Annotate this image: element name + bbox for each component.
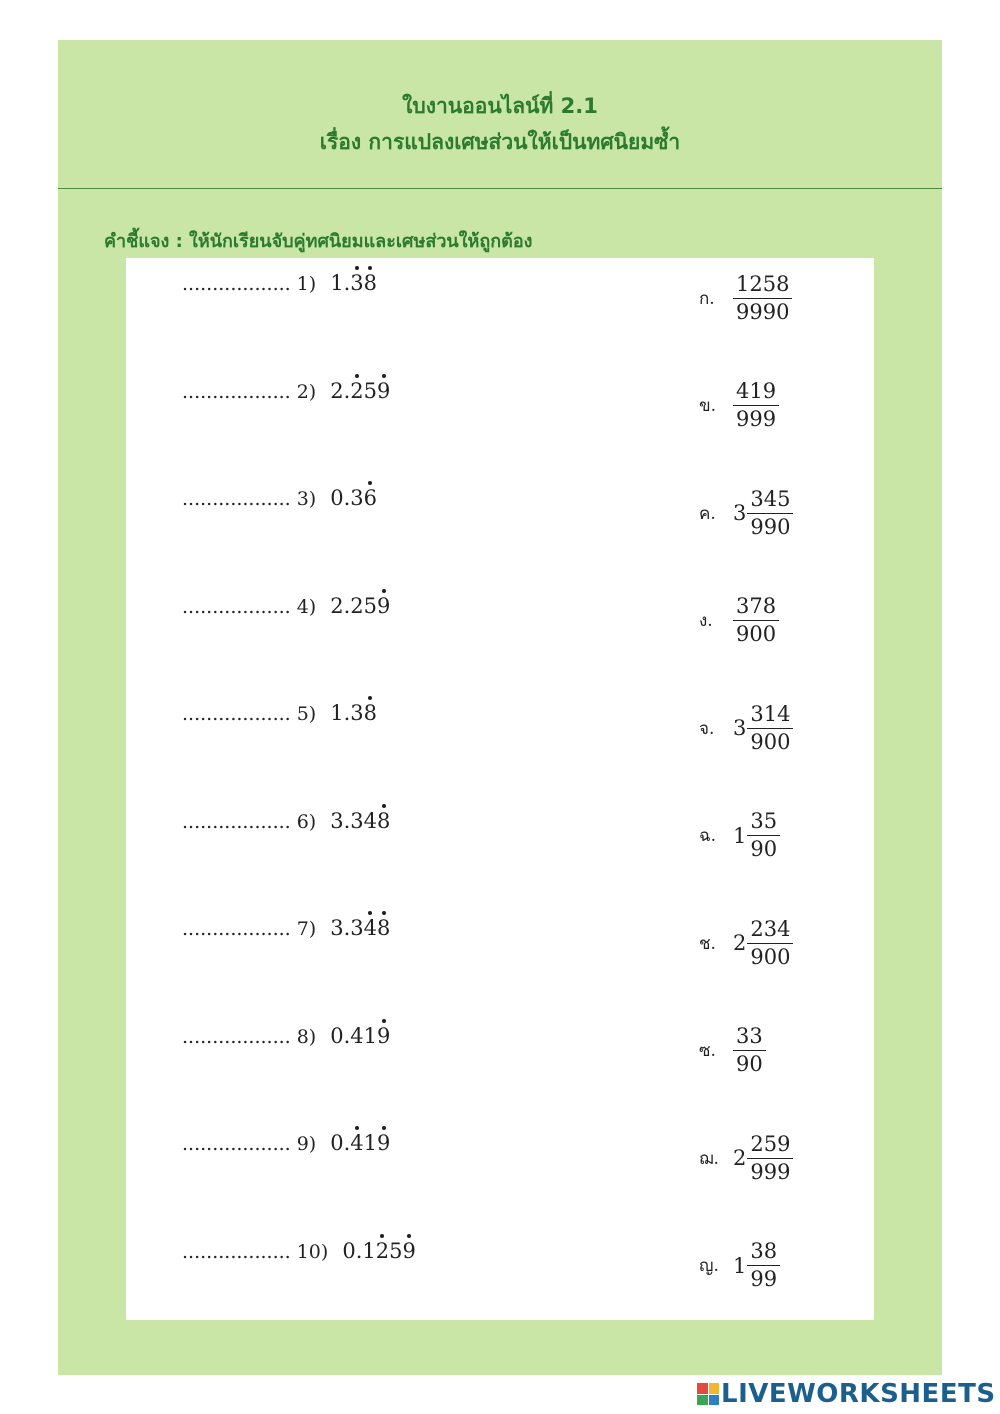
fraction — [747, 808, 780, 863]
question-number: 5) — [296, 703, 317, 725]
fraction-denominator: 900 — [750, 729, 791, 754]
decimal-digit: 2 — [350, 593, 364, 618]
decimal-digit: . — [355, 1238, 363, 1263]
repeating-digit: 8 — [377, 916, 391, 940]
fraction-denominator: 990 — [750, 514, 791, 539]
decimal-digit: 0 — [330, 1023, 344, 1048]
fraction-denominator: 9990 — [736, 299, 790, 324]
question-item — [182, 486, 377, 510]
repeating-digit: 2 — [375, 1238, 390, 1263]
matching-row — [126, 473, 874, 553]
decimal-digit: 0 — [330, 486, 344, 510]
repeating-decimal — [330, 594, 390, 618]
decimal-digit: 0 — [330, 1131, 344, 1155]
answer-option — [699, 796, 780, 876]
whole-number: 3 — [733, 501, 747, 525]
fraction-denominator: 999 — [736, 407, 777, 431]
fraction-numerator: 38 — [747, 1238, 780, 1266]
fraction-numerator: 1258 — [733, 271, 792, 299]
fraction — [747, 916, 793, 971]
repeating-digit: 9 — [377, 1131, 391, 1155]
answer-label: ง. — [699, 611, 713, 631]
decimal-digit: 1 — [362, 1238, 376, 1263]
answer-option — [699, 1118, 793, 1198]
question-number: 8) — [296, 1025, 317, 1048]
decimal-digit: 5 — [389, 1238, 403, 1263]
question-number: 10) — [296, 1240, 329, 1263]
fraction-numerator: 378 — [733, 593, 779, 621]
logo-square — [697, 1383, 708, 1394]
decimal-digit: 3 — [350, 808, 364, 833]
question-number: 9) — [296, 1133, 317, 1155]
answer-option — [699, 903, 793, 983]
decimal-digit: 3 — [350, 701, 364, 725]
decimal-digit: 2 — [330, 593, 344, 618]
answer-option — [699, 1011, 766, 1091]
answer-blank[interactable]: .................. — [182, 1133, 291, 1155]
fraction — [733, 1023, 766, 1078]
repeating-decimal — [330, 1024, 390, 1048]
answer-label: ก. — [699, 288, 715, 309]
fraction — [747, 1131, 793, 1186]
fraction-denominator: 99 — [750, 1267, 778, 1291]
question-number: 1) — [296, 273, 317, 295]
answer-blank[interactable]: .................. — [182, 703, 291, 725]
repeating-decimal — [330, 271, 377, 295]
fraction-numerator: 33 — [733, 1023, 766, 1051]
decimal-digit: . — [343, 1023, 351, 1048]
fraction-numerator: 259 — [747, 1131, 793, 1159]
answer-label: ฌ. — [699, 1148, 719, 1169]
repeating-digit: 8 — [363, 271, 378, 295]
answer-option — [699, 688, 793, 768]
fraction-numerator: 314 — [747, 701, 793, 729]
decimal-digit: 0 — [342, 1238, 356, 1263]
answer-option — [699, 473, 793, 553]
decimal-digit: . — [343, 271, 351, 295]
worksheet-background — [58, 40, 942, 1375]
answer-option — [699, 366, 779, 446]
matching-row — [126, 581, 874, 661]
matching-row — [126, 688, 874, 768]
fraction — [747, 701, 793, 756]
answer-blank[interactable]: .................. — [182, 488, 291, 510]
repeating-digit: 8 — [377, 808, 391, 833]
fraction-numerator: 234 — [747, 916, 793, 944]
answer-blank[interactable]: .................. — [182, 380, 291, 403]
brand-text: LIVEWORKSHEETS — [721, 1379, 996, 1409]
fraction — [747, 486, 793, 541]
question-item — [182, 809, 390, 833]
answer-blank[interactable]: .................. — [182, 595, 291, 618]
liveworksheets-brand — [697, 1377, 996, 1411]
fraction — [733, 593, 779, 648]
answer-option — [699, 581, 779, 661]
repeating-decimal — [330, 1131, 390, 1155]
answer-blank[interactable]: .................. — [182, 1240, 291, 1263]
matching-row — [126, 366, 874, 446]
whole-number: 1 — [733, 1253, 747, 1278]
decimal-digit: 1 — [330, 271, 344, 295]
decimal-digit: . — [343, 916, 351, 940]
answer-blank[interactable]: .................. — [182, 273, 291, 295]
worksheet-header — [58, 40, 942, 189]
repeating-digit: 9 — [402, 1238, 416, 1263]
question-item — [182, 701, 377, 725]
decimal-digit: . — [343, 701, 351, 725]
answer-blank[interactable]: .................. — [182, 1025, 291, 1048]
matching-row — [126, 258, 874, 338]
answer-blank[interactable]: .................. — [182, 918, 291, 940]
decimal-digit: 3 — [350, 486, 364, 510]
repeating-digit: 4 — [363, 916, 378, 940]
decimal-digit: 3 — [350, 916, 364, 940]
whole-number: 2 — [733, 1146, 747, 1170]
question-number: 4) — [296, 595, 317, 618]
question-item — [182, 1024, 390, 1048]
decimal-digit: 4 — [363, 808, 378, 833]
question-item — [182, 1239, 416, 1263]
decimal-digit: 3 — [330, 916, 344, 940]
liveworksheets-logo-icon — [697, 1383, 719, 1405]
decimal-digit: 2 — [330, 378, 344, 403]
matching-row — [126, 796, 874, 876]
question-number: 7) — [296, 918, 317, 940]
matching-row — [126, 1226, 874, 1306]
fraction-denominator: 900 — [750, 944, 791, 969]
decimal-digit: 3 — [330, 808, 344, 833]
answer-option — [699, 258, 792, 338]
fraction-numerator: 35 — [747, 808, 780, 836]
fraction-denominator: 999 — [750, 1159, 791, 1184]
question-item — [182, 916, 390, 940]
repeating-decimal — [342, 1239, 416, 1263]
logo-square — [709, 1395, 720, 1406]
repeating-digit: 9 — [377, 593, 391, 618]
answer-label: ข. — [699, 396, 717, 416]
question-number: 6) — [296, 810, 317, 833]
repeating-digit: 4 — [350, 1131, 364, 1155]
instruction-text: คำชี้แจง : ให้นักเรียนจับคู่ทศนิยมและเศษส่วนให้ถูกต้อง — [104, 231, 533, 252]
decimal-digit: 4 — [350, 1023, 364, 1048]
decimal-digit: . — [343, 378, 351, 403]
fraction-numerator: 345 — [747, 486, 793, 514]
logo-square — [697, 1395, 708, 1406]
matching-row — [126, 1118, 874, 1198]
question-item — [182, 379, 390, 403]
matching-row — [126, 1011, 874, 1091]
fraction — [747, 1238, 780, 1293]
repeating-digit: 2 — [350, 378, 364, 403]
fraction-numerator: 419 — [733, 378, 779, 406]
decimal-digit: . — [343, 808, 351, 833]
decimal-digit: 1 — [330, 701, 344, 725]
logo-square — [709, 1383, 720, 1394]
fraction — [733, 271, 792, 326]
question-number: 2) — [296, 380, 317, 403]
decimal-digit: 1 — [363, 1131, 378, 1155]
whole-number: 1 — [733, 823, 747, 848]
answer-option — [699, 1226, 780, 1306]
question-number: 3) — [296, 488, 317, 510]
matching-panel — [126, 258, 874, 1320]
repeating-decimal — [330, 809, 390, 833]
repeating-digit: 8 — [363, 701, 378, 725]
decimal-digit: . — [343, 593, 351, 618]
repeating-decimal — [330, 486, 377, 510]
fraction-denominator: 90 — [736, 1052, 763, 1076]
answer-label: ญ. — [699, 1256, 719, 1276]
answer-label: ช. — [699, 933, 716, 954]
repeating-digit: 6 — [363, 486, 378, 510]
answer-label: ฉ. — [699, 826, 716, 846]
repeating-decimal — [330, 701, 377, 725]
answer-blank[interactable]: .................. — [182, 810, 291, 833]
fraction — [733, 378, 779, 433]
decimal-digit: 5 — [363, 593, 378, 618]
whole-number: 2 — [733, 931, 747, 955]
repeating-digit: 9 — [377, 1023, 391, 1048]
repeating-decimal — [330, 916, 390, 940]
repeating-digit: 9 — [377, 378, 391, 403]
matching-row — [126, 903, 874, 983]
repeating-decimal — [330, 379, 390, 403]
decimal-digit: . — [343, 1131, 351, 1155]
question-item — [182, 271, 377, 295]
decimal-digit: 1 — [363, 1023, 378, 1048]
worksheet-title: ใบงานออนไลน์ที่ 2.1 — [402, 94, 598, 118]
answer-label: ค. — [699, 503, 716, 524]
question-item — [182, 1131, 390, 1155]
answer-label: ซ. — [699, 1041, 716, 1061]
fraction-denominator: 90 — [750, 837, 778, 861]
worksheet-subtitle: เรื่อง การแปลงเศษส่วนให้เป็นทศนิยมซ้ำ — [319, 130, 681, 154]
whole-number: 3 — [733, 716, 747, 740]
answer-label: จ. — [699, 718, 715, 739]
repeating-digit: 3 — [350, 271, 364, 295]
decimal-digit: 5 — [363, 378, 378, 403]
decimal-digit: . — [343, 486, 351, 510]
question-item — [182, 594, 390, 618]
fraction-denominator: 900 — [736, 622, 777, 646]
